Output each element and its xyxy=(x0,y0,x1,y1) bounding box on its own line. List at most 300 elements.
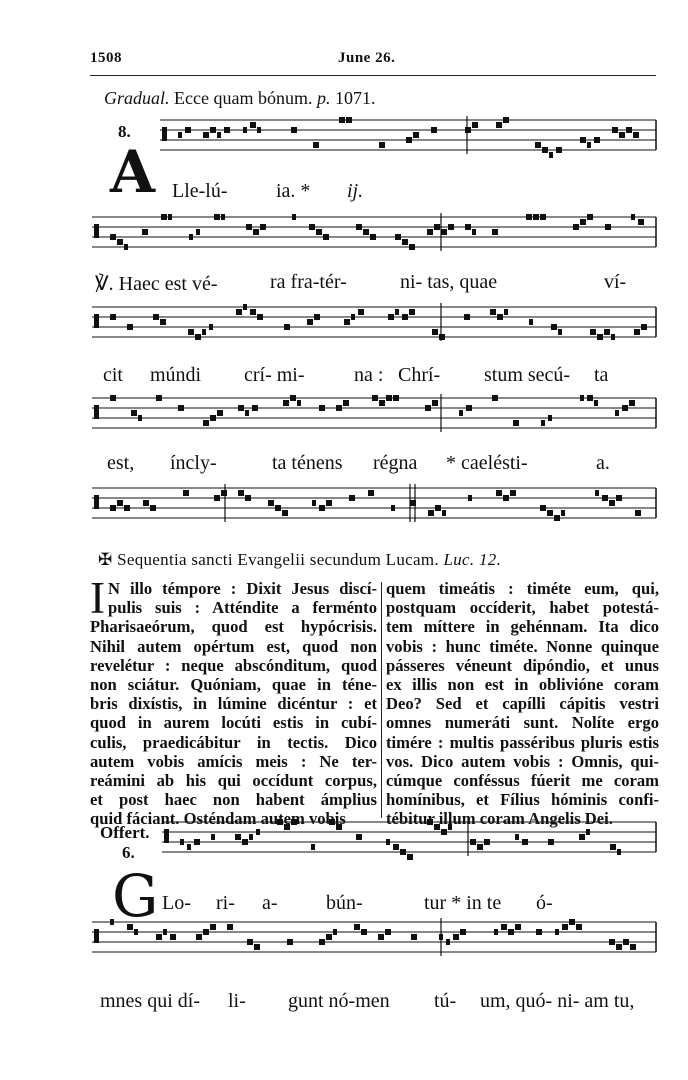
neume xyxy=(388,314,394,320)
neume xyxy=(323,234,329,240)
neume xyxy=(287,939,293,945)
neume xyxy=(586,829,590,835)
neume xyxy=(282,510,288,516)
alleluia-lyric-1a: Lle-lú- xyxy=(172,180,228,202)
gospel-line: N illo témpore : Dixit Jesus discí- xyxy=(108,579,377,598)
neume xyxy=(597,334,603,340)
neume xyxy=(117,239,123,245)
neume xyxy=(515,834,519,840)
neume xyxy=(124,505,130,511)
gradual-page-ref: 1071. xyxy=(334,88,376,108)
gospel-reference: Luc. 12. xyxy=(443,550,502,569)
neume xyxy=(284,324,290,330)
neume xyxy=(542,147,548,153)
neume xyxy=(468,495,472,501)
neume xyxy=(612,127,618,133)
neume xyxy=(492,229,498,235)
verse-lyric-3: ni- tas, quae xyxy=(400,271,498,293)
neume xyxy=(580,395,584,401)
page-date: June 26. xyxy=(338,50,396,66)
neume xyxy=(283,400,289,406)
offertory-lyric-9: gunt nó-men xyxy=(288,990,390,1012)
neume xyxy=(558,329,562,335)
neume xyxy=(609,939,615,945)
neume xyxy=(465,224,471,230)
neume xyxy=(617,849,621,855)
neume xyxy=(297,400,301,406)
neume xyxy=(217,410,223,416)
neume xyxy=(386,395,392,401)
neume xyxy=(551,324,557,330)
verse-lyric-4: ví- xyxy=(604,271,627,293)
clef-icon xyxy=(164,829,169,843)
neume xyxy=(185,127,191,133)
neume xyxy=(526,214,532,220)
verse-lyric-7: crí- mi- xyxy=(244,364,305,386)
verse-lyric-8: na : xyxy=(354,364,384,386)
neume xyxy=(547,510,553,516)
neume xyxy=(138,415,142,421)
neume xyxy=(510,490,516,496)
neume xyxy=(247,939,253,945)
neume xyxy=(291,127,297,133)
neume xyxy=(634,329,640,335)
offertory-label: Offert. xyxy=(100,823,150,842)
neume xyxy=(432,400,438,406)
verse-lyric-10: stum secú- xyxy=(484,364,571,386)
neume xyxy=(595,490,599,496)
gospel-line: bris dixístis, in lúmine dicéntur : et xyxy=(90,694,377,714)
neume xyxy=(202,329,206,335)
neume xyxy=(275,505,281,511)
neume xyxy=(253,229,259,235)
gospel-line: autem vobis amícis meis : Ne ter- xyxy=(90,751,377,771)
neume xyxy=(117,500,123,506)
gradual-page-label: p. xyxy=(316,88,331,108)
neume xyxy=(529,319,533,325)
neume xyxy=(442,510,446,516)
neume xyxy=(156,395,162,401)
gospel-line: Pharisaeórum, quod est hypócrisis. xyxy=(90,617,377,637)
cross-icon: ✠ xyxy=(98,550,113,569)
neume xyxy=(406,137,412,143)
gospel-line: et post haec non habent ámplius xyxy=(90,790,377,810)
neume xyxy=(431,127,437,133)
neume xyxy=(393,844,399,850)
neume xyxy=(484,839,490,845)
gospel-line: Deo? Sed et capílli cápitis vestri xyxy=(386,694,659,714)
verse-lyric-1: ℣. Haec est vé- xyxy=(95,273,218,295)
neume xyxy=(153,314,159,320)
chant-staff xyxy=(92,484,656,522)
neume xyxy=(203,929,209,935)
neume xyxy=(351,314,355,320)
neume xyxy=(250,309,256,315)
neume xyxy=(209,324,213,330)
neume xyxy=(339,117,345,123)
offertory-lyric-1: Lo- xyxy=(162,892,191,914)
gospel-right-column xyxy=(386,579,659,829)
neume xyxy=(540,505,546,511)
neume xyxy=(221,214,225,220)
neume xyxy=(466,405,472,411)
neume xyxy=(183,490,189,496)
neume xyxy=(372,395,378,401)
verse-lyric-6: múndi xyxy=(150,364,202,386)
neume xyxy=(250,122,256,128)
neume xyxy=(439,334,445,340)
offertory-lyric-8: li- xyxy=(228,990,246,1012)
neume xyxy=(615,410,619,416)
gospel-line: Nihil autem opértum est, quod non xyxy=(90,636,377,656)
neume xyxy=(316,229,322,235)
neume xyxy=(428,510,434,516)
neume xyxy=(533,214,539,220)
neume xyxy=(354,924,360,930)
neume xyxy=(490,309,496,315)
neume xyxy=(616,944,622,950)
column-divider xyxy=(381,582,382,818)
neume xyxy=(246,224,252,230)
neume xyxy=(477,844,483,850)
neume xyxy=(124,244,128,250)
neume xyxy=(312,500,316,506)
offertory-lyric-2: ri- xyxy=(216,892,235,914)
neume xyxy=(211,834,215,840)
verse-lyric-2: ra fra-tér- xyxy=(270,271,347,293)
alleluia-initial: A xyxy=(110,138,156,206)
neume xyxy=(257,314,263,320)
gospel-line: non sciátur. Quóniam, quae in téne- xyxy=(90,675,377,695)
neume xyxy=(292,214,296,220)
neume xyxy=(411,934,417,940)
gospel-line: quod in aurem locúti estis in cubí- xyxy=(90,713,377,733)
offertory-lyric-6: ó- xyxy=(536,892,553,914)
offertory-lyric-11: um, quó- ni- am tu, xyxy=(480,990,635,1012)
gradual-label: Gradual. xyxy=(104,88,170,108)
neume xyxy=(370,234,376,240)
neume xyxy=(343,400,349,406)
neume xyxy=(361,929,367,935)
neume xyxy=(409,244,415,250)
neume xyxy=(549,152,553,158)
neume xyxy=(210,127,216,133)
verse-lyric-11: ta xyxy=(594,364,609,386)
neume xyxy=(569,919,575,925)
neume xyxy=(573,224,579,230)
neume xyxy=(110,234,116,240)
neume xyxy=(496,490,502,496)
neume xyxy=(623,939,629,945)
neume xyxy=(127,324,133,330)
neume xyxy=(496,122,502,128)
neume xyxy=(587,395,593,401)
neume xyxy=(189,234,193,240)
neume xyxy=(368,490,374,496)
neume xyxy=(633,132,639,138)
neume xyxy=(641,324,647,330)
neume xyxy=(242,839,248,845)
neume xyxy=(413,132,419,138)
chant-staff xyxy=(92,213,656,251)
neume xyxy=(400,849,406,855)
neume xyxy=(605,224,611,230)
neume xyxy=(150,505,156,511)
neume xyxy=(110,505,116,511)
neume xyxy=(515,924,521,930)
neume xyxy=(610,844,616,850)
offertory-lyric-10: tú- xyxy=(434,990,457,1012)
neume xyxy=(349,495,355,501)
neume xyxy=(622,405,628,411)
neume xyxy=(587,214,593,220)
neume xyxy=(336,405,342,411)
verse-lyric-17: a. xyxy=(596,452,610,474)
neume xyxy=(619,132,625,138)
neume xyxy=(425,405,431,411)
neume xyxy=(358,309,364,315)
neume xyxy=(196,229,200,235)
neume xyxy=(268,500,274,506)
neume xyxy=(163,929,167,935)
neume xyxy=(378,934,384,940)
verse-lyric-13: íncly- xyxy=(170,452,217,474)
neume xyxy=(385,929,391,935)
neume xyxy=(432,329,438,335)
neume xyxy=(235,834,241,840)
neume xyxy=(356,224,362,230)
verse-lyric-12: est, xyxy=(107,452,135,474)
gospel-drop-cap: I xyxy=(90,573,105,623)
neume xyxy=(522,839,528,845)
gospel-heading-text: Sequentia sancti Evangelii secundum Lucam. xyxy=(117,550,439,569)
neume xyxy=(160,319,166,325)
neume xyxy=(238,405,244,411)
chant-staff xyxy=(92,394,656,432)
neume xyxy=(441,229,447,235)
neume xyxy=(602,495,608,501)
neume xyxy=(472,122,478,128)
neume xyxy=(161,214,167,220)
neume xyxy=(609,500,615,506)
neume xyxy=(333,929,337,935)
neume xyxy=(407,854,413,860)
neume xyxy=(168,214,172,220)
gospel-line: homínibus, et Fílius hóminis confi- xyxy=(386,790,659,810)
clef-icon xyxy=(94,224,99,238)
neume xyxy=(356,834,362,840)
offertory-initial: G xyxy=(112,862,159,930)
neume xyxy=(541,420,545,426)
neume xyxy=(290,395,296,401)
neume xyxy=(210,924,216,930)
neume xyxy=(393,395,399,401)
neume xyxy=(576,924,582,930)
neume xyxy=(313,142,319,148)
verse-lyric-16: * caelésti- xyxy=(446,452,528,474)
neume xyxy=(142,229,148,235)
neume xyxy=(616,495,622,501)
neume xyxy=(379,400,385,406)
chant-staff xyxy=(92,303,656,341)
clef-icon xyxy=(94,405,99,419)
neume xyxy=(243,304,247,310)
neume xyxy=(110,395,116,401)
alleluia-mode: 8. xyxy=(118,122,131,141)
neume xyxy=(170,934,176,940)
neume xyxy=(314,314,320,320)
gospel-left-column xyxy=(90,579,377,829)
neume xyxy=(386,839,390,845)
neume xyxy=(626,127,632,133)
neume xyxy=(214,495,220,501)
neume xyxy=(580,137,586,143)
page-number: 1508 xyxy=(90,50,122,66)
neume xyxy=(319,939,325,945)
clef-icon xyxy=(162,127,167,141)
neume xyxy=(441,829,447,835)
neume xyxy=(245,495,251,501)
gospel-line: tem míttere in gehénnam. Ita dico xyxy=(386,617,659,637)
chant-staff xyxy=(160,116,656,158)
neume xyxy=(346,117,352,123)
neume xyxy=(178,132,182,138)
neume xyxy=(260,224,266,230)
neume xyxy=(203,132,209,138)
neume xyxy=(243,127,247,133)
gospel-line: quid fáciant. Osténdam autem vobis xyxy=(90,809,346,829)
neume xyxy=(257,127,261,133)
neume xyxy=(629,400,635,406)
neume xyxy=(508,929,514,935)
neume xyxy=(210,415,216,421)
neume xyxy=(536,929,542,935)
neume xyxy=(214,214,220,220)
neume xyxy=(630,944,636,950)
neume xyxy=(326,934,332,940)
gospel-line: cúmque conféssus fúerit me coram xyxy=(386,771,659,791)
gospel-heading xyxy=(98,550,501,570)
neume xyxy=(548,415,552,421)
neume xyxy=(555,929,559,935)
gospel-line: omnes numeráti sunt. Nolíte ergo xyxy=(386,713,659,733)
gradual-text: Ecce quam bónum. xyxy=(174,88,313,108)
neume xyxy=(503,117,509,123)
neume xyxy=(448,224,454,230)
gospel-line: pulis suis : Atténdite a ferménto xyxy=(108,598,377,618)
gospel-line: reámini ab his qui occídunt corpus, xyxy=(90,771,377,791)
neume xyxy=(402,314,408,320)
neume xyxy=(238,490,244,496)
neume xyxy=(180,839,184,845)
alleluia-lyric-1c: ij. xyxy=(347,180,364,202)
neume xyxy=(604,329,610,335)
neume xyxy=(470,839,476,845)
neume xyxy=(494,929,498,935)
neume xyxy=(194,839,200,845)
neume xyxy=(409,309,415,315)
neume xyxy=(513,420,519,426)
neume xyxy=(631,214,635,220)
gospel-line: vos. Dico autem vobis : Omnis, qui- xyxy=(386,751,659,771)
neume xyxy=(548,839,554,845)
neume xyxy=(435,505,441,511)
neume xyxy=(224,127,230,133)
neume xyxy=(395,309,399,315)
neume xyxy=(594,137,600,143)
neume xyxy=(379,142,385,148)
neume xyxy=(504,309,508,315)
neume xyxy=(363,229,369,235)
neume xyxy=(245,410,249,416)
neume xyxy=(391,505,395,511)
gospel-line: vobis : hunc timéte. Nonne quinque xyxy=(386,636,659,656)
neume xyxy=(638,219,644,225)
neume xyxy=(540,214,546,220)
neume xyxy=(562,924,568,930)
neume xyxy=(249,834,253,840)
neume xyxy=(453,934,459,940)
neume xyxy=(236,309,242,315)
offertory-lyric-7: mnes qui dí- xyxy=(100,990,200,1012)
neume xyxy=(188,329,194,335)
clef-icon xyxy=(94,929,99,943)
neume xyxy=(319,405,325,411)
offertory-lyric-5: tur * in te xyxy=(424,892,502,914)
neume xyxy=(635,510,641,516)
alleluia-lyric-1b: ia. * xyxy=(276,180,311,202)
neume xyxy=(395,234,401,240)
neume xyxy=(492,395,498,401)
neume xyxy=(464,314,470,320)
neume xyxy=(535,142,541,148)
neume xyxy=(556,147,562,153)
neume xyxy=(459,410,463,416)
neume xyxy=(446,939,450,945)
neume xyxy=(221,490,227,496)
neume xyxy=(561,510,565,516)
verse-lyric-5: cit xyxy=(103,364,123,386)
neume xyxy=(580,219,586,225)
offertory-lyric-3: a- xyxy=(262,892,278,914)
neume xyxy=(256,829,260,835)
neume xyxy=(501,924,507,930)
neume xyxy=(344,319,350,325)
neume xyxy=(503,495,509,501)
neume xyxy=(402,239,408,245)
verse-lyric-14: ta ténens xyxy=(272,452,343,474)
neume xyxy=(196,934,202,940)
neume xyxy=(579,834,585,840)
neume xyxy=(554,515,560,521)
neume xyxy=(594,400,598,406)
offertory-lyric-4: bún- xyxy=(326,892,363,914)
neume xyxy=(326,500,332,506)
neume xyxy=(319,505,325,511)
neume xyxy=(252,405,258,411)
neume xyxy=(131,410,137,416)
neume xyxy=(178,405,184,411)
neume xyxy=(587,142,591,148)
neume xyxy=(434,224,440,230)
neume xyxy=(156,934,162,940)
neume xyxy=(195,334,201,340)
neume xyxy=(227,924,233,930)
gospel-line: quem timeátis : timéte eum, qui, xyxy=(386,579,659,598)
clef-icon xyxy=(94,495,99,509)
neume xyxy=(611,334,615,340)
neume xyxy=(307,319,313,325)
